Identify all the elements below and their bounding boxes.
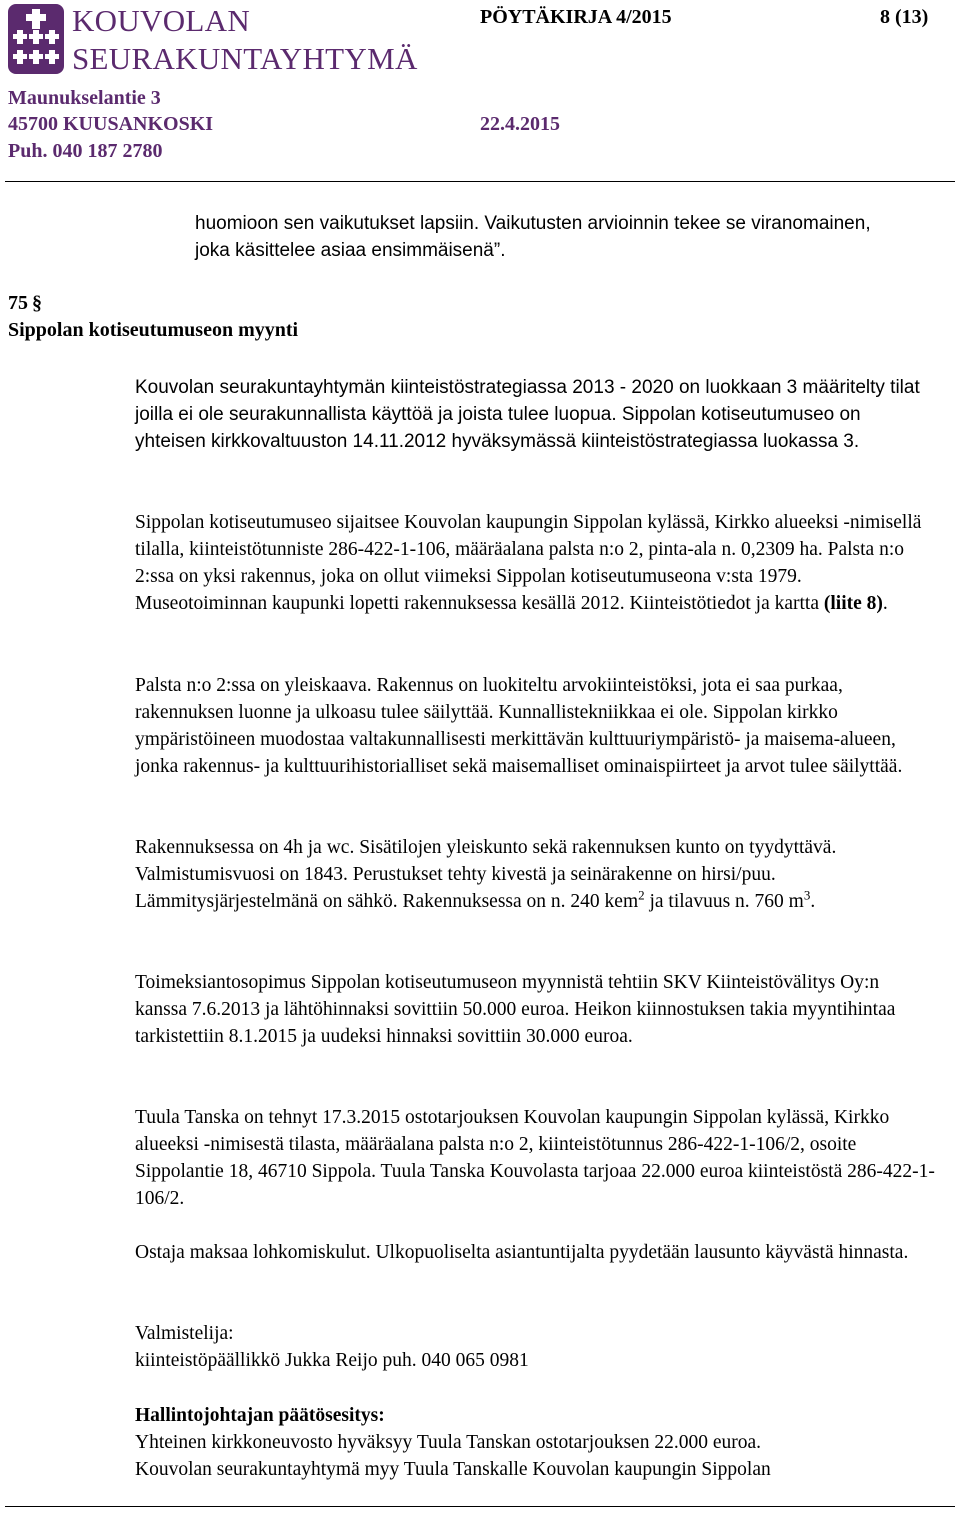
church-logo-icon [8, 4, 64, 74]
logo-line-1: KOUVOLAN [72, 3, 251, 38]
paragraph-location-text: Sippolan kotiseutumuseo sijaitsee Kouvolan kaupungin Sippolan kylässä, Kirkko alueeksi -nimisellä tilalla, kiinteistötunniste 286-422-1-106, määräalana palsta n:o 2, pinta-ala n. 0,2309 ha. Palsta n:o 2:ssa on yksi rakennus, joka on ollut viimeksi Sippolan kotiseutumuseona v:sta 1979. Museotoiminnan kaupunki lopetti rakennuksessa kesällä 2012. Kiinteistötiedot ja kartta [135, 512, 922, 614]
appendix-reference: (liite 8) [823, 593, 883, 614]
proposal-block [135, 1402, 935, 1483]
paragraph-zoning [135, 672, 935, 780]
continuation-line-2: joka käsittelee asiaa ensimmäisenä”. [195, 240, 506, 261]
paragraph-offer [135, 1104, 935, 1212]
document-title: PÖYTÄKIRJA 4/2015 [480, 6, 672, 28]
paragraph-offer-text: Tuula Tanska on tehnyt 17.3.2015 ostotarjouksen Kouvolan kaupungin Sippolan kylässä, Kirkko alueeksi -nimisestä tilasta, määräalana palsta n:o 2, kiinteistötunnus 286-422-1-106/2, osoite Sippolantie 18, 46710 Sippola. Tuula Tanska Kouvolasta tarjoaa 22.000 euroa kiinteistöstä 286-422-1-106/2. [135, 1107, 935, 1209]
continuation-line-1: huomioon sen vaikutukset lapsiin. Vaikutusten arvioinnin tekee se viranomainen, [195, 213, 871, 234]
preparer-block [135, 1320, 935, 1374]
superscript-2: 2 [638, 887, 645, 903]
paragraph-building [135, 834, 935, 915]
paragraph-zoning-text: Palsta n:o 2:ssa on yleiskaava. Rakennus on luokiteltu arvokiinteistöksi, jota ei saa purkaa, rakennuksen luonne ja ulkoasu tulee säilyttää. Kunnallistekniikkaa ei ole. Sippolan kirkko ympäristöineen muodostaa valtakunnallisesti merkittävän kulttuuriympäristö- ja maisema-alueen, jonka rakennus- ja kulttuurihistorialliset sekä maisemalliset ominaispiirteet ja arvot tulee säilyttää. [135, 675, 903, 777]
footer-divider [5, 1506, 955, 1507]
proposal-label: Hallintojohtajan päätösesitys: [135, 1405, 385, 1426]
paragraph-brokerage [135, 969, 935, 1050]
logo-wordmark [72, 2, 418, 78]
section-symbol: § [32, 292, 42, 314]
paragraph-location [135, 509, 935, 617]
header-divider [5, 181, 955, 182]
phone-number: Puh. 040 187 2780 [8, 140, 163, 162]
superscript-3: 3 [803, 887, 811, 903]
paragraph-brokerage-text: Toimeksiantosopimus Sippolan kotiseutumuseon myynnistä tehtiin SKV Kiinteistövälitys Oy:n kanssa 7.6.2013 ja lähtöhinnaksi sovittiin 50.000 euroa. Heikon kiinnostuksen takia myyntihintaa tarkistettiin 8.1.2015 ja uudeksi hinnaksi sovittiin 30.000 euroa. [135, 972, 896, 1047]
paragraph-building-text-c: . [810, 891, 816, 912]
continuation-text [195, 210, 955, 264]
logo-line-2: SEURAKUNTAYHTYMÄ [72, 41, 418, 76]
proposal-line-1: Yhteinen kirkkoneuvosto hyväksyy Tuula Tanskan ostotarjouksen 22.000 euroa. [135, 1432, 761, 1453]
address-city: 45700 KUUSANKOSKI [8, 113, 214, 135]
section-number [8, 292, 42, 315]
paragraph-building-text-a: Rakennuksessa on 4h ja wc. Sisätilojen yleiskunto sekä rakennuksen kunto on tyydyttävä. Valmistumisvuosi on 1843. Perustukset tehty kivestä ja seinärakenne on hirsi/puu. Lämmitysjärjestelmänä on sähkö. Rakennuksessa on n. 240 kem [135, 837, 837, 912]
paragraph-building-text-b: ja tilavuus n. 760 m [644, 891, 804, 912]
page-number: 8 (13) [880, 6, 929, 28]
proposal-line-2: Kouvolan seurakuntayhtymä myy Tuula Tanskalle Kouvolan kaupungin Sippolan [135, 1459, 771, 1480]
paragraph-location-end: . [882, 593, 888, 614]
paragraph-strategy [135, 374, 935, 455]
preparer-name: kiinteistöpäällikkö Jukka Reijo puh. 040 065 0981 [135, 1350, 529, 1371]
section-number-value: 75 [8, 292, 28, 314]
section-title: Sippolan kotiseutumuseon myynti [8, 319, 299, 341]
meeting-date: 22.4.2015 [480, 113, 560, 135]
address-street: Maunukselantie 3 [8, 87, 161, 109]
paragraph-costs [135, 1239, 935, 1266]
paragraph-strategy-text: Kouvolan seurakuntayhtymän kiinteistöstrategiassa 2013 - 2020 on luokkaan 3 määritelty tilat joilla ei ole seurakunnallista käyttöä ja joista tulee luopua. Sippolan kotiseutumuseo on yhteisen kirkkovaltuuston 14.11.2012 hyväksymässä kiinteistöstrategiassa luokassa 3. [135, 377, 920, 452]
preparer-label: Valmistelija: [135, 1323, 234, 1344]
paragraph-costs-text: Ostaja maksaa lohkomiskulut. Ulkopuoliselta asiantuntijalta pyydetään lausunto käyvästä hinnasta. [135, 1242, 909, 1263]
